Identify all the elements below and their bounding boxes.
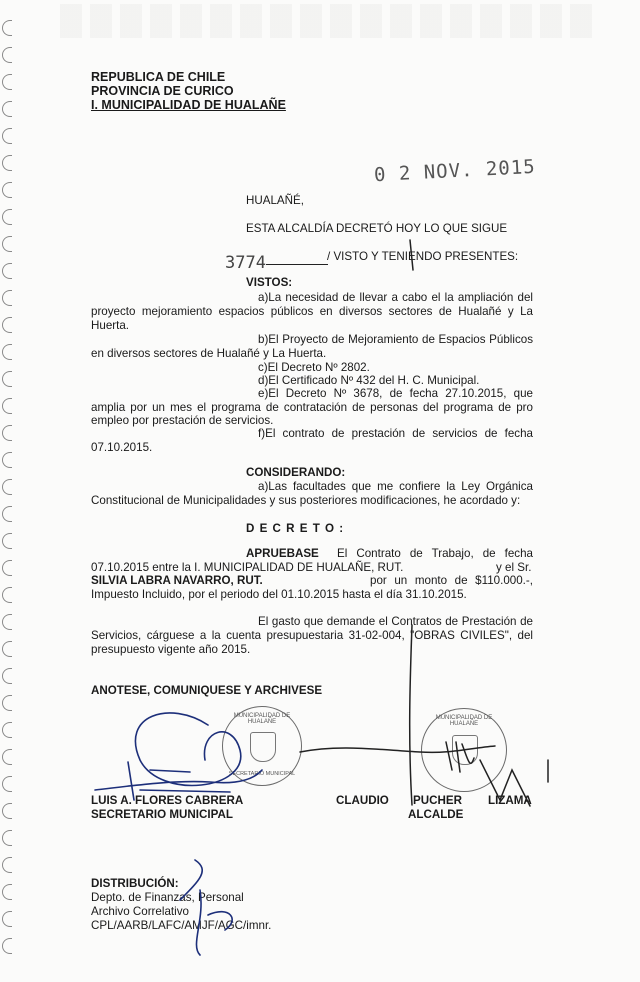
mayor-last-name: LIZAMA [488, 794, 532, 807]
place: HUALAÑÉ, [246, 194, 304, 207]
mayor-signature-letters [446, 742, 474, 772]
vistos-a-line1: a)La necesidad de llevar a cabo el la ampliación del [258, 291, 533, 304]
vistos-e-line3: empleo por prestación de servicios. [91, 414, 274, 427]
considerando-title: CONSIDERANDO: [246, 466, 346, 479]
considerando-line1: a)Las facultades que me confiere la Ley Orgánica [258, 480, 533, 493]
secretary-signature-stroke [95, 770, 262, 790]
distribution-line3: CPL/AARB/LAFC/AMJF/AGC/imnr. [91, 919, 272, 932]
vistos-c: c)El Decreto Nº 2802. [258, 361, 370, 374]
distribution-initials [180, 860, 232, 955]
vistos-d: d)El Certificado Nº 432 del H. C. Municipal. [258, 374, 480, 387]
anotese: ANOTESE, COMUNIQUESE Y ARCHIVESE [91, 684, 323, 697]
secretary-name: LUIS A. FLORES CABRERA [91, 794, 244, 807]
mayor-first-name: CLAUDIO [336, 794, 389, 807]
vistos-e-line1: e)El Decreto Nº 3678, de fecha 27.10.2015, que [258, 387, 533, 400]
worker-name: SILVIA LABRA NAVARRO, RUT. [91, 574, 263, 587]
vistos-title: VISTOS: [246, 276, 293, 289]
date-stamp: 0 2 NOV. 2015 [373, 155, 537, 187]
secretary-signature-loop [135, 713, 240, 786]
intro: ESTA ALCALDÍA DECRETÓ HOY LO QUE SIGUE [246, 222, 508, 235]
gasto-line2: Servicios, cárguese a la cuenta presupuestaria 31-02-004, "OBRAS CIVILES", del [91, 629, 533, 642]
gasto-line1: El gasto que demande el Contratos de Prestación de [258, 615, 533, 628]
gasto-line3: presupuesto vigente año 2015. [91, 643, 251, 656]
apruebase-line2a: 07.10.2015 entre la I. MUNICIPALIDAD DE HUALAÑE, RUT. [91, 561, 404, 574]
vistos-a-line2: proyecto mejoramiento espacios públicos en diversos sectores de Hualañé y La [91, 305, 533, 318]
decree-number: 3774 [225, 253, 266, 273]
decreto-title: D E C R E T O : [246, 522, 345, 535]
mayor-title: ALCALDE [408, 808, 464, 821]
secretary-title: SECRETARIO MUNICIPAL [91, 808, 233, 821]
header-republic: REPUBLICA DE CHILE [91, 70, 226, 84]
secretary-seal: MUNICIPALIDAD DE HUALAÑE SECRETARIO MUNICIPAL [222, 706, 302, 786]
apruebase-keyword: APRUEBASE [246, 547, 319, 560]
apruebase-rest: El Contrato de Trabajo, de fecha [337, 547, 533, 560]
mayor-seal: MUNICIPALIDAD DE HUALAÑE [421, 708, 507, 792]
distribution-line2: Archivo Correlativo [91, 905, 189, 918]
vistos-b-line2: en diversos sectores de Hualañé y La Huerta. [91, 347, 327, 360]
mayor-signature-line [300, 746, 495, 752]
visto-line: / VISTO Y TENIENDO PRESENTES: [327, 250, 519, 263]
vistos-e-line2: amplia por un mes el programa de contratación de personas del programa de pro [91, 401, 533, 414]
considerando-line2: Constitucional de Municipalidades y sus posteriores modificaciones, he acordado y: [91, 494, 521, 507]
apruebase-amount: por un monto de $110.000.-, [370, 574, 533, 587]
apruebase-line2b: y el Sr. [496, 561, 532, 574]
vistos-f-line2: 07.10.2015. [91, 441, 153, 454]
mayor-signature-tail [480, 760, 530, 806]
mayor-middle-name: PUCHER [413, 794, 462, 807]
mayor-signature-vertical [410, 625, 412, 805]
apruebase-period: Impuesto Incluido, por el periodo del 01.10.2015 hasta el día 31.10.2015. [91, 588, 467, 601]
vistos-b-line1: b)El Proyecto de Mejoramiento de Espacios Públicos [258, 333, 533, 346]
vistos-a-line3: Huerta. [91, 319, 130, 332]
header-province: PROVINCIA DE CURICO [91, 84, 234, 98]
distribution-title: DISTRIBUCIÓN: [91, 877, 179, 890]
distribution-line1: Depto. de Finanzas, Personal [91, 891, 244, 904]
secretary-signature-marks [128, 762, 230, 800]
decree-number-tick [410, 240, 413, 270]
header-municipality: I. MUNICIPALIDAD DE HUALAÑE [91, 98, 286, 112]
vistos-f-line1: f)El contrato de prestación de servicios de fecha [258, 427, 533, 440]
